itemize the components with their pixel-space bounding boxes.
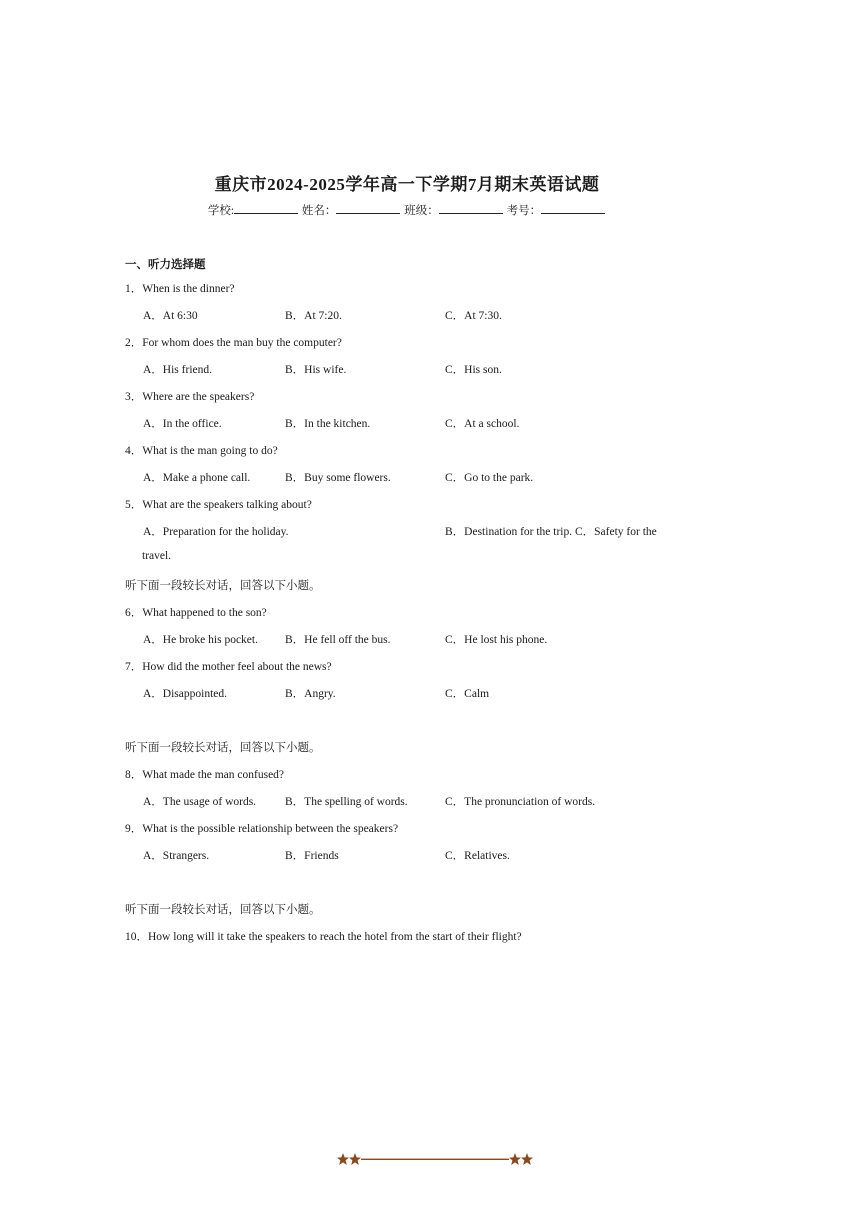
footer-ornament bbox=[337, 1152, 533, 1168]
star-icon bbox=[349, 1153, 361, 1165]
question-text: What are the speakers talking about? bbox=[142, 499, 312, 511]
option-c: C．At 7:30. bbox=[445, 310, 502, 322]
option-c: C．Calm bbox=[445, 688, 490, 700]
exam-number-label: 考号： bbox=[506, 205, 542, 217]
instruction-text: 听下面一段较长对话，回答以下小题。 bbox=[125, 742, 321, 754]
question-text: What is the possible relationship between the speakers? bbox=[142, 823, 399, 835]
option-a: A．In the office. bbox=[143, 418, 222, 430]
option-b: B．In the kitchen. bbox=[285, 418, 371, 430]
question-3 bbox=[125, 388, 254, 404]
question-number: 1． bbox=[125, 283, 143, 295]
question-2 bbox=[125, 334, 342, 350]
name-label: 姓名： bbox=[301, 205, 337, 217]
instruction-text: 听下面一段较长对话，回答以下小题。 bbox=[125, 904, 321, 916]
option-b-c: B．Destination for the trip. C．Safety for the bbox=[445, 526, 657, 538]
question-number: 2． bbox=[125, 337, 143, 349]
option-a: A．The usage of words. bbox=[143, 796, 257, 808]
question-text: What is the man going to do? bbox=[142, 445, 278, 457]
question-5 bbox=[125, 496, 312, 512]
option-b: B．Buy some flowers. bbox=[285, 472, 391, 484]
question-7 bbox=[125, 658, 332, 674]
question-number: 3． bbox=[125, 391, 143, 403]
question-number: 8． bbox=[125, 769, 143, 781]
option-b: B．The spelling of words. bbox=[285, 796, 408, 808]
option-b: B．He fell off the bus. bbox=[285, 634, 391, 646]
question-text: When is the dinner? bbox=[142, 283, 235, 295]
option-a: A．Preparation for the holiday. bbox=[143, 526, 289, 538]
question-text: Where are the speakers? bbox=[142, 391, 255, 403]
class-blank bbox=[439, 202, 503, 214]
option-b: B．His wife. bbox=[285, 364, 347, 376]
option-b: B．Friends bbox=[285, 850, 339, 862]
page-title: 重庆市2024-2025学年高一下学期7月期末英语试题 bbox=[214, 175, 600, 194]
question-number: 10． bbox=[125, 931, 148, 943]
star-icon bbox=[337, 1153, 349, 1165]
section-title: 一、听力选择题 bbox=[125, 259, 206, 271]
option-b: B．Angry. bbox=[285, 688, 336, 700]
star-icon bbox=[509, 1153, 521, 1165]
option-c: C．He lost his phone. bbox=[445, 634, 548, 646]
student-info-line bbox=[0, 202, 814, 218]
question-number: 5． bbox=[125, 499, 143, 511]
option-c: C．His son. bbox=[445, 364, 502, 376]
question-9 bbox=[125, 820, 398, 836]
question-number: 4． bbox=[125, 445, 143, 457]
option-a: A．Strangers. bbox=[143, 850, 210, 862]
option-c: C．At a school. bbox=[445, 418, 520, 430]
question-number: 6． bbox=[125, 607, 143, 619]
name-blank bbox=[336, 202, 400, 214]
question-10 bbox=[125, 928, 522, 944]
class-label: 班级： bbox=[404, 205, 439, 217]
option-c: C．Relatives. bbox=[445, 850, 510, 862]
option-a: A．Make a phone call. bbox=[143, 472, 251, 484]
question-4 bbox=[125, 442, 278, 458]
school-label: 学校: bbox=[207, 205, 235, 217]
question-6 bbox=[125, 604, 267, 620]
option-a: A．He broke his pocket. bbox=[143, 634, 258, 646]
option-a: A．Disappointed. bbox=[143, 688, 228, 700]
option-c: C．The pronunciation of words. bbox=[445, 796, 596, 808]
question-text: For whom does the man buy the computer? bbox=[142, 337, 342, 349]
question-1 bbox=[125, 280, 235, 296]
exam-number-blank bbox=[541, 202, 605, 214]
question-text: What made the man confused? bbox=[142, 769, 285, 781]
question-text: How did the mother feel about the news? bbox=[142, 661, 332, 673]
option-continuation: travel. bbox=[142, 550, 172, 562]
question-text: What happened to the son? bbox=[142, 607, 267, 619]
instruction-text: 听下面一段较长对话，回答以下小题。 bbox=[125, 580, 321, 592]
star-divider-icon bbox=[337, 1152, 533, 1168]
school-blank bbox=[234, 202, 298, 214]
option-c: C．Go to the park. bbox=[445, 472, 534, 484]
option-a: A．At 6:30 bbox=[143, 310, 198, 322]
question-text: How long will it take the speakers to reach the hotel from the start of their flight? bbox=[148, 931, 522, 943]
option-b: B．At 7:20. bbox=[285, 310, 342, 322]
star-icon bbox=[521, 1153, 533, 1165]
question-number: 9． bbox=[125, 823, 143, 835]
option-a: A．His friend. bbox=[143, 364, 212, 376]
divider-line bbox=[361, 1159, 509, 1160]
question-8 bbox=[125, 766, 284, 782]
question-number: 7． bbox=[125, 661, 143, 673]
